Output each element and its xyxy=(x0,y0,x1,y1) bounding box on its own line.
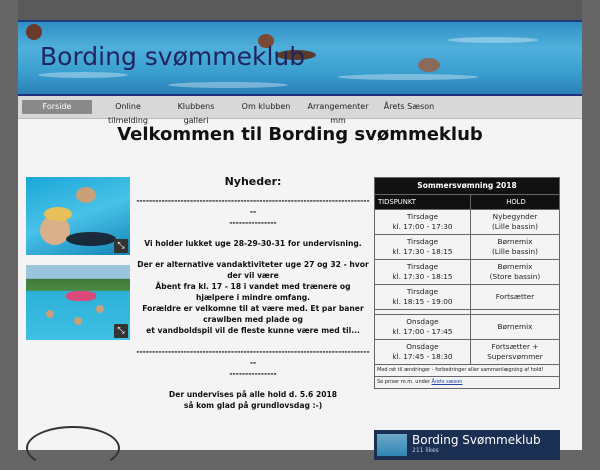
row-hold-detail: (Lille bassin) xyxy=(491,222,538,231)
club-logo xyxy=(26,426,120,470)
row-day: Tirsdage xyxy=(406,262,439,271)
row-time: kl. 17:00 - 17:45 xyxy=(392,327,453,336)
nav-item-galleri[interactable]: Klubbens galleri xyxy=(177,102,215,125)
row-day: Tirsdage xyxy=(406,237,439,246)
news-paragraph: et vandboldspil vil de fleste kunne være med til... xyxy=(146,326,360,335)
nav-item-aarets-saeson[interactable]: Årets Sæson xyxy=(383,102,435,111)
nav-item-om-klubben[interactable]: Om klubben xyxy=(241,102,291,111)
row-time: kl. 17:30 - 18:15 xyxy=(392,272,453,281)
news-paragraph: Der er alternative vandaktiviteter uge 27 og 32 - hvor der vil være xyxy=(137,260,369,280)
row-time: kl. 18:15 - 19:00 xyxy=(392,297,453,306)
row-day: Onsdage xyxy=(406,342,439,351)
main-nav xyxy=(18,96,582,125)
row-day: Tirsdage xyxy=(406,287,439,296)
table-row xyxy=(375,260,560,285)
schedule-note-prefix: Se priser m.m. under xyxy=(377,379,432,385)
schedule-table xyxy=(374,177,560,389)
table-row xyxy=(375,315,560,340)
row-hold-detail: (Lille bassin) xyxy=(491,247,538,256)
news-divider: --------------- xyxy=(229,218,277,227)
row-hold: Fortsætter + xyxy=(491,342,539,351)
expand-icon[interactable]: ⤡ xyxy=(114,324,128,338)
table-row xyxy=(375,210,560,235)
row-hold: Børnemix xyxy=(497,262,533,271)
page xyxy=(18,0,582,454)
table-row xyxy=(375,285,560,310)
schedule-note: Med ret til ændringer - forbedringer eller sammenlægning af hold! xyxy=(375,365,560,377)
news-title: Nyheder: xyxy=(224,175,282,188)
news-paragraph: så kom glad på grundlovsdag :-) xyxy=(183,401,323,410)
site-title[interactable]: Bording svømmeklub xyxy=(40,42,306,71)
table-row xyxy=(375,340,560,365)
schedule-note-row xyxy=(375,365,560,377)
photo-swimming-kids[interactable] xyxy=(26,177,130,255)
news-paragraph: Forældre er velkomne til at være med. Et par baner crawlben med plade og xyxy=(142,304,364,324)
row-hold: Fortsætter xyxy=(495,292,535,301)
news-paragraph: Vi holder lukket uge 28-29-30-31 for undervisning. xyxy=(144,239,362,248)
news-paragraph: Der undervises på alle hold d. 5.6 2018 xyxy=(168,390,338,399)
top-strip xyxy=(18,0,582,22)
aarets-saeson-link[interactable]: Årets sæson xyxy=(431,379,463,385)
col-header-time: TIDSPUNKT xyxy=(375,195,471,210)
col-header-hold: HOLD xyxy=(470,195,559,210)
news-divider: ---------------------------------------------------------------------------- xyxy=(136,347,370,367)
nav-item-online-tilmelding[interactable]: Online tilmelding xyxy=(108,102,148,125)
news-paragraph: Åbent fra kl. 17 - 18 i vandet med trænere og hjælpere i mindre omfang. xyxy=(155,282,351,302)
row-hold-detail: Supersvømmer xyxy=(487,352,543,361)
facebook-widget[interactable] xyxy=(374,430,560,460)
row-time: kl. 17:45 - 18:30 xyxy=(392,352,453,361)
schedule-note-row xyxy=(375,377,560,389)
row-hold-detail: (Store bassin) xyxy=(489,272,541,281)
promo-thumbnail xyxy=(377,434,407,456)
nav-item-forside[interactable]: Forside xyxy=(22,100,92,114)
news-section xyxy=(136,176,370,411)
row-day: Tirsdage xyxy=(406,212,439,221)
schedule-title: Sommersvømning 2018 xyxy=(375,178,560,195)
header-banner xyxy=(18,20,582,97)
promo-likes: 211 likes xyxy=(412,447,439,454)
photo-outdoor-pool[interactable] xyxy=(26,265,130,340)
table-row xyxy=(375,235,560,260)
row-day: Onsdage xyxy=(406,317,439,326)
row-hold: Nybegynder xyxy=(492,212,538,221)
row-time: kl. 17:30 - 18:15 xyxy=(392,247,453,256)
news-divider: --------------- xyxy=(229,369,277,378)
row-hold: Børnemix xyxy=(497,237,533,246)
promo-title[interactable]: Bording Svømmeklub xyxy=(412,433,541,447)
page-title: Velkommen til Bording svømmeklub xyxy=(117,124,483,145)
expand-icon[interactable]: ⤡ xyxy=(114,239,128,253)
news-divider: ---------------------------------------------------------------------------- xyxy=(136,196,370,216)
row-hold: Børnemix xyxy=(497,322,533,331)
nav-item-arrangementer[interactable]: Arrangementer mm xyxy=(307,102,369,125)
row-time: kl. 17:00 - 17:30 xyxy=(392,222,453,231)
